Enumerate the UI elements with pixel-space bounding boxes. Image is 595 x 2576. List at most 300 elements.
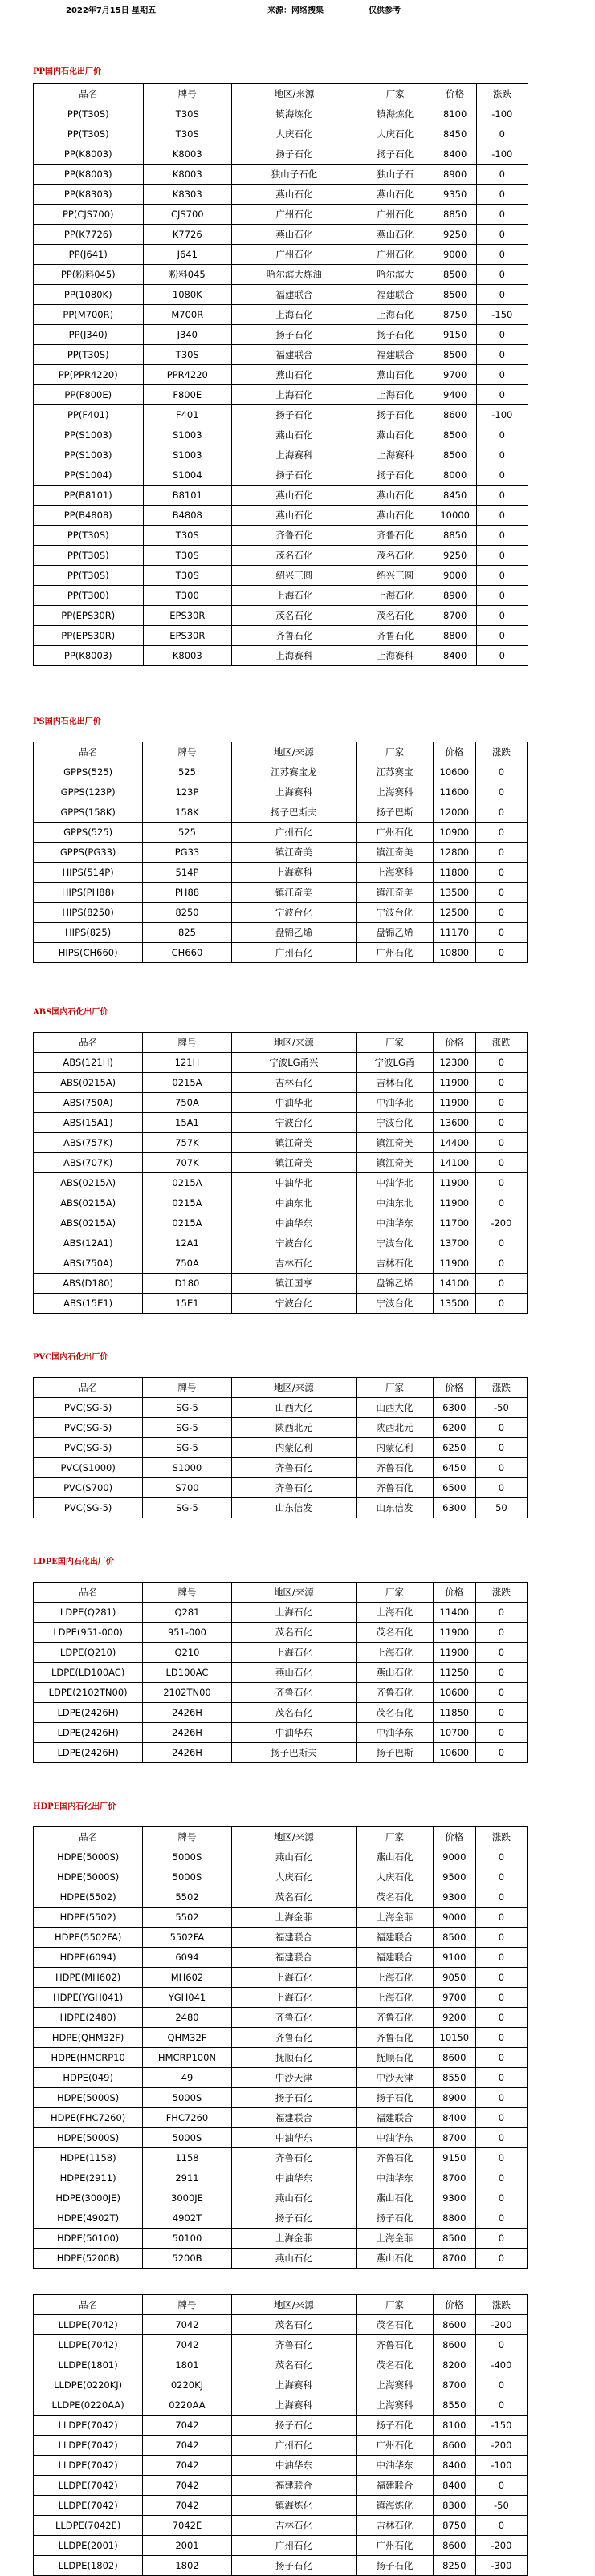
table-cell: 0220AA [143,2395,231,2416]
table-cell: 1080K [143,285,232,305]
table-cell: 宁波台化 [357,1294,434,1314]
table-cell: 哈尔滨大 [357,265,434,285]
table-cell: HDPE(5502FA) [34,1928,143,1948]
table-cell: 齐鲁石化 [231,1683,356,1703]
table-cell: 燕山石化 [231,2249,356,2269]
table-cell: 8500 [434,445,476,465]
table-cell: 0 [475,2088,527,2108]
table-cell: LD100AC [143,1663,231,1683]
table-cell: 0 [475,1053,527,1073]
table-cell: 0 [475,1093,527,1113]
table-cell: 0 [475,1253,527,1274]
table-cell: 齐鲁石化 [357,1478,434,1498]
table-cell: 9250 [434,225,476,245]
table-cell: 扬子巴斯 [357,802,434,823]
table-cell: 121H [143,1053,231,1073]
table-cell: 福建联合 [231,1948,356,1968]
table-cell: 0 [475,843,527,863]
table-cell: 吉林石化 [231,1073,356,1093]
section-title: ABS国内石化出厂价 [33,1008,108,1017]
table-cell: 11850 [433,1703,475,1723]
table-cell: 0 [475,1113,527,1133]
table-cell: HDPE(QHM32F) [34,2028,143,2048]
table-cell: 上海石化 [357,385,434,405]
table-cell: 8500 [434,285,476,305]
table-cell: 8700 [433,2168,475,2188]
table-cell: 8200 [433,2355,475,2375]
table-cell: 盘锦乙烯 [231,923,356,943]
table-row [34,2008,528,2028]
table-cell: PP(M700R) [34,305,144,325]
table-cell: PP(K8303) [34,185,144,205]
table-cell: PP(S1004) [34,465,144,486]
table-cell: 8700 [433,2128,475,2148]
table-cell: 7042E [143,2516,231,2536]
table-cell: 10700 [433,1723,475,1743]
table-row [34,2556,528,2576]
table-header-row [34,1378,528,1398]
table-cell: PP(EPS30R) [34,606,144,626]
price-section [0,1350,595,1554]
table-cell: 9000 [433,1847,475,1867]
table-cell: 0 [475,2048,527,2068]
price-table [33,1377,528,1518]
table-cell: QHM32F [143,2028,231,2048]
table-row [34,782,528,802]
table-cell: 0 [476,566,528,586]
table-row [34,165,528,185]
table-cell: 齐鲁石化 [357,2148,434,2168]
table-row [34,2416,528,2436]
table-cell: 宁波台化 [357,1233,434,1253]
table-row [34,1603,528,1623]
column-header: 涨跌 [475,1827,527,1847]
table-cell: 扬子石化 [357,2208,434,2229]
table-cell: 0 [475,1438,527,1458]
table-cell: 上海金菲 [231,1908,356,1928]
table-row [34,2496,528,2516]
table-cell: Q210 [143,1643,231,1663]
table-cell: 12000 [433,802,475,823]
table-cell: 宁波LG甬兴 [231,1053,356,1073]
table-cell: -100 [476,405,528,425]
table-cell: 0 [475,1743,527,1763]
table-cell: 镇江奇美 [231,1133,356,1153]
table-cell: 上海赛科 [231,2395,356,2416]
table-cell: LDPE(2426H) [34,1703,143,1723]
table-cell: 上海石化 [232,385,357,405]
table-cell: 0 [475,782,527,802]
table-cell: HDPE(2911) [34,2168,143,2188]
table-cell: Q281 [143,1603,231,1623]
table-cell: PP(K7726) [34,225,144,245]
table-cell: ABS(757K) [34,1133,143,1153]
table-cell: PVC(S1000) [34,1458,143,1478]
table-cell: 福建联合 [357,285,434,305]
table-cell: J641 [143,245,232,265]
table-cell: 吉林石化 [231,2516,356,2536]
table-cell: 0 [475,2375,527,2395]
table-cell: 0 [476,124,528,144]
table-cell: 上海石化 [231,1968,356,1988]
table-cell: S1004 [143,465,232,486]
table-cell: LDPE(951-000) [34,1623,143,1643]
table-cell: GPPS(525) [34,762,143,782]
table-cell: 11400 [433,1603,475,1623]
table-cell: 广州石化 [231,2436,356,2456]
table-cell: 50100 [143,2229,231,2249]
table-cell: 福建联合 [357,2476,434,2496]
table-cell: S700 [143,1478,231,1498]
table-row [34,245,528,265]
table-cell: 燕山石化 [357,1663,434,1683]
table-cell: 0 [475,1603,527,1623]
table-cell: LDPE(2426H) [34,1743,143,1763]
table-cell: 上海石化 [357,1643,434,1663]
table-row [34,1478,528,1498]
table-row [34,1623,528,1643]
table-cell: 燕山石化 [357,486,434,506]
table-row [34,225,528,245]
table-row [34,2048,528,2068]
table-cell: 0 [475,2148,527,2168]
table-cell: 0 [475,2208,527,2229]
table-cell: 燕山石化 [357,2249,434,2269]
table-cell: 扬子石化 [231,2088,356,2108]
table-cell: 8400 [434,144,476,165]
column-header: 品名 [34,1583,143,1603]
table-cell: 50 [475,1498,527,1518]
column-header: 厂家 [357,2295,434,2315]
table-cell: 8550 [433,2395,475,2416]
column-header: 厂家 [357,84,434,104]
table-cell: PVC(SG-5) [34,1438,143,1458]
table-row [34,205,528,225]
table-cell: GPPS(123P) [34,782,143,802]
table-cell: 8450 [434,124,476,144]
table-cell: 9000 [434,566,476,586]
table-cell: 大庆石化 [357,1867,434,1887]
table-cell: 5000S [143,2088,231,2108]
table-row [34,1213,528,1233]
table-cell: 上海石化 [357,1988,434,2008]
table-cell: T30S [143,546,232,566]
table-row [34,1988,528,2008]
table-cell: 齐鲁石化 [357,2008,434,2028]
table-cell: 8500 [433,1928,475,1948]
report-source: 来源：网络搜集 [267,6,324,15]
table-cell: 9700 [433,1988,475,2008]
table-cell: J340 [143,325,232,345]
table-cell: 6450 [433,1458,475,1478]
table-cell: 707K [143,1153,231,1173]
report-header [0,0,595,22]
table-cell: 0 [475,1948,527,1968]
table-cell: ABS(750A) [34,1093,143,1113]
table-cell: 上海赛科 [231,863,356,883]
table-cell: 8450 [434,486,476,506]
table-cell: 0215A [143,1213,231,1233]
column-header: 地区/来源 [231,742,356,762]
table-cell: 0215A [143,1173,231,1193]
table-cell: -100 [476,104,528,124]
table-cell: 镇海炼化 [231,2496,356,2516]
table-cell: 宁波台化 [231,903,356,923]
table-cell: 镇江奇美 [231,883,356,903]
table-cell: 燕山石化 [232,225,357,245]
table-cell: 9150 [433,2148,475,2168]
table-cell: 0 [475,802,527,823]
table-cell: 5502 [143,1908,231,1928]
table-row [34,124,528,144]
table-cell: EPS30R [143,606,232,626]
table-cell: 广州石化 [231,943,356,963]
table-row [34,1663,528,1683]
table-cell: 0215A [143,1193,231,1213]
table-row [34,943,528,963]
table-cell: 8850 [434,526,476,546]
table-cell: PP(K8003) [34,165,144,185]
table-cell: PP(T30S) [34,124,144,144]
table-row [34,1294,528,1314]
table-cell: 13600 [433,1113,475,1133]
table-cell: 8600 [433,2315,475,2335]
table-cell: 2911 [143,2168,231,2188]
table-cell: 0215A [143,1073,231,1093]
table-row [34,1948,528,1968]
table-cell: 扬子石化 [357,325,434,345]
column-header: 涨跌 [475,742,527,762]
table-cell: 9300 [433,1887,475,1908]
table-cell: 8100 [434,104,476,124]
table-cell: ABS(0215A) [34,1213,143,1233]
table-cell: 齐鲁石化 [357,526,434,546]
table-cell: T30S [143,526,232,546]
table-cell: 上海石化 [357,1603,434,1623]
table-cell: 哈尔滨大炼油 [232,265,357,285]
table-row [34,1253,528,1274]
table-cell: PP(B4808) [34,506,144,526]
table-cell: 0 [475,1703,527,1723]
table-cell: 12A1 [143,1233,231,1253]
table-cell: 8600 [433,2048,475,2068]
table-cell: HDPE(50100) [34,2229,143,2249]
table-cell: 宁波台化 [231,1294,356,1314]
table-row [34,1418,528,1438]
table-row [34,1053,528,1073]
table-cell: 大庆石化 [232,124,357,144]
table-cell: 上海石化 [232,586,357,606]
table-row [34,2128,528,2148]
table-cell: 11900 [433,1253,475,1274]
column-header: 地区/来源 [231,1827,356,1847]
table-cell: 茂名石化 [357,1623,434,1643]
table-cell: 11170 [433,923,475,943]
table-cell: 7042 [143,2456,231,2476]
table-cell: 镇海炼化 [357,2496,434,2516]
table-row [34,385,528,405]
table-cell: 齐鲁石化 [357,1458,434,1478]
table-cell: 燕山石化 [231,1663,356,1683]
column-header: 涨跌 [475,2295,527,2315]
table-cell: 2001 [143,2536,231,2556]
table-cell: 上海金菲 [357,1908,434,1928]
table-cell: 0 [475,903,527,923]
table-cell: K8303 [143,185,232,205]
table-cell: 0 [475,1683,527,1703]
table-cell: 0 [476,586,528,606]
table-cell: 上海赛科 [231,2375,356,2395]
table-cell: 8400 [433,2456,475,2476]
table-cell: 扬子石化 [232,144,357,165]
table-cell: PPR4220 [143,365,232,385]
table-row [34,1458,528,1478]
table-cell: 9000 [433,1908,475,1928]
table-cell: 0 [475,2476,527,2496]
table-cell: 11900 [433,1643,475,1663]
table-cell: 9000 [434,245,476,265]
table-cell: 扬子石化 [357,2416,434,2436]
table-cell: 8800 [434,626,476,646]
table-row [34,2028,528,2048]
table-cell: 8300 [433,2496,475,2516]
table-cell: 齐鲁石化 [231,2008,356,2028]
table-cell: 齐鲁石化 [231,1458,356,1478]
table-cell: -50 [475,1398,527,1418]
table-cell: 0 [475,2249,527,2269]
table-row [34,1233,528,1253]
table-cell: 9250 [434,546,476,566]
table-cell: -50 [475,2496,527,2516]
table-cell: 8700 [433,2249,475,2269]
price-section [0,1799,595,2294]
table-cell: 8550 [433,2068,475,2088]
table-cell: PVC(SG-5) [34,1398,143,1418]
table-cell: 0 [475,1643,527,1663]
table-cell: 9400 [434,385,476,405]
table-cell: 7042 [143,2496,231,2516]
table-cell: 齐鲁石化 [357,2028,434,2048]
table-cell: 燕山石化 [232,506,357,526]
table-cell: ABS(12A1) [34,1233,143,1253]
table-cell: 镇江奇美 [357,1133,434,1153]
table-cell: 6300 [433,1498,475,1518]
column-header: 品名 [34,1827,143,1847]
table-header-row [34,1827,528,1847]
table-cell: 0 [476,486,528,506]
table-cell: 中油华东 [231,2128,356,2148]
column-header: 厂家 [357,742,434,762]
table-cell: 5200B [143,2249,231,2269]
table-row [34,104,528,124]
table-cell: PP(CJS700) [34,205,144,225]
table-cell: PP(T300) [34,586,144,606]
table-cell: 4902T [143,2208,231,2229]
table-cell: 0220KJ [143,2375,231,2395]
table-cell: 0 [476,385,528,405]
table-cell: PP(F800E) [34,385,144,405]
column-header: 地区/来源 [231,1583,356,1603]
table-cell: YGH041 [143,1988,231,2008]
table-cell: 9100 [433,1948,475,1968]
table-cell: 中油华东 [231,1723,356,1743]
table-cell: 茂名石化 [357,2315,434,2335]
table-header-row [34,2295,528,2315]
table-cell: 扬子石化 [232,325,357,345]
table-cell: 扬子石化 [357,2088,434,2108]
table-row [34,1908,528,1928]
table-row [34,1498,528,1518]
table-cell: 0 [475,2188,527,2208]
table-cell: 镇海炼化 [232,104,357,124]
table-cell: 8500 [434,345,476,365]
table-cell: 8750 [434,305,476,325]
table-cell: 陕西北元 [231,1418,356,1438]
column-header: 地区/来源 [231,1378,356,1398]
table-row [34,2148,528,2168]
table-cell: LLDPE(7042) [34,2416,143,2436]
table-cell: 0 [476,606,528,626]
table-cell: 0 [475,762,527,782]
table-cell: 扬子石化 [231,2556,356,2576]
table-cell: 上海赛科 [357,782,434,802]
table-cell: 上海石化 [231,1643,356,1663]
table-cell: HDPE(049) [34,2068,143,2088]
table-cell: 0 [475,2516,527,2536]
table-row [34,2108,528,2128]
table-cell: -150 [475,2416,527,2436]
table-row [34,1968,528,1988]
table-cell: 燕山石化 [357,506,434,526]
table-cell: LLDPE(0220KJ) [34,2375,143,2395]
table-cell: 0 [475,1153,527,1173]
table-cell: 0 [476,285,528,305]
table-cell: 3000JE [143,2188,231,2208]
table-row [34,2168,528,2188]
column-header: 涨跌 [475,1033,527,1053]
table-cell: 158K [143,802,231,823]
table-cell: 0 [475,2395,527,2416]
table-cell: 10900 [433,823,475,843]
table-row [34,586,528,606]
table-cell: LLDPE(1802) [34,2556,143,2576]
table-cell: 齐鲁石化 [231,2148,356,2168]
table-cell: 11250 [433,1663,475,1683]
table-row [34,2375,528,2395]
table-cell: 0 [475,1968,527,1988]
table-cell: 0 [475,1723,527,1743]
table-row [34,566,528,586]
table-cell: 吉林石化 [357,2516,434,2536]
table-cell: 8900 [433,2088,475,2108]
table-row [34,546,528,566]
table-cell: 齐鲁石化 [231,2335,356,2355]
table-cell: 中油华北 [231,1173,356,1193]
table-cell: HDPE(MH602) [34,1968,143,1988]
table-cell: 8500 [434,265,476,285]
table-cell: 750A [143,1093,231,1113]
table-row [34,646,528,666]
table-cell: 8600 [434,405,476,425]
table-cell: 0 [475,2008,527,2028]
table-cell: 2102TN00 [143,1683,231,1703]
table-cell: 123P [143,782,231,802]
table-cell: 1801 [143,2355,231,2375]
price-table [33,742,528,963]
table-cell: 2426H [143,1723,231,1743]
table-cell: 盘锦乙烯 [357,1274,434,1294]
table-cell: HIPS(PH88) [34,883,143,903]
